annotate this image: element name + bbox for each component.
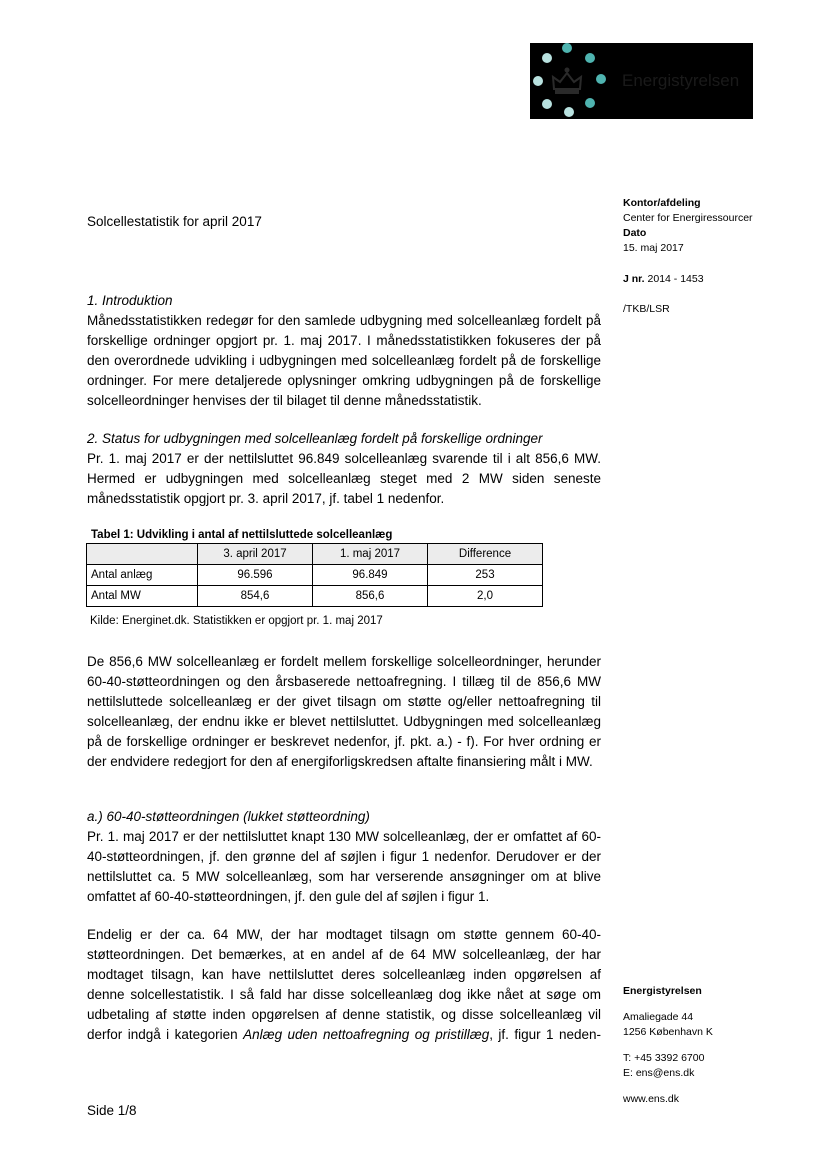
logo-dot xyxy=(596,74,606,84)
table-cell: 96.596 xyxy=(198,565,313,586)
kontor-value: Center for Energiressourcer xyxy=(623,212,753,224)
table-cell: 96.849 xyxy=(313,565,428,586)
table-header-cell xyxy=(87,544,198,565)
dato-label: Dato xyxy=(623,227,647,239)
journal-number xyxy=(623,272,704,287)
logo-dot xyxy=(542,99,552,109)
section-paragraph xyxy=(87,925,601,1045)
address-line1: Amaliegade 44 xyxy=(623,1011,694,1023)
phone: T: +45 3392 6700 xyxy=(623,1052,705,1064)
section-paragraph: Pr. 1. maj 2017 er der nettilsluttet 96.849 solcelleanlæg svarende til i alt 856,6 MW. Hermed er udbygningen med solcelleanlæg steget med 2 MW siden seneste månedsstatistik opgjort pr. 3. april 2017, jf. tabel 1 nedenfor. xyxy=(87,451,601,506)
section-heading: 2. Status for udbygningen med solcelleanlæg fordelt på forskellige ordninger xyxy=(87,431,543,446)
page-number: Side 1/8 xyxy=(87,1103,137,1118)
table-cell: 856,6 xyxy=(313,586,428,607)
table-cell: 2,0 xyxy=(428,586,543,607)
table-cell: 854,6 xyxy=(198,586,313,607)
dato-value: 15. maj 2017 xyxy=(623,242,684,254)
document-title: Solcellestatistik for april 2017 xyxy=(87,214,262,229)
section-paragraph: De 856,6 MW solcelleanlæg er fordelt mellem forskellige solcelleordninger, herunder 60-40-støtteordningen og den årsbaserede nettoafregning. I tillæg til de 856,6 MW nettilsluttede solcelleanlæg er der givet tilsagn om støtte og/eller nettoafregning til solcelleanlæg, der endnu ikke er blevet nettilsluttet. Udbygningen med solcelleanlæg på de forskellige ordninger er beskrevet nedenfor, jf. pkt. a.) - f). For hver ordning er der endvidere redegjort for den af energiforligskredsen aftalte finansiering målt i MW. xyxy=(87,654,601,769)
energistyrelsen-logo xyxy=(530,43,753,119)
jnr-value: 2014 - 1453 xyxy=(647,273,704,285)
table-1 xyxy=(86,543,543,607)
section-heading: 1. Introduktion xyxy=(87,293,173,308)
table-caption: Tabel 1: Udvikling i antal af nettilsluttede solcelleanlæg xyxy=(91,529,393,541)
table-row xyxy=(87,565,543,586)
table-cell: Antal MW xyxy=(87,586,198,607)
section-60-40-continued xyxy=(87,925,601,1045)
table-header-cell: Difference xyxy=(428,544,543,565)
sidebar-address xyxy=(623,984,713,1107)
section-paragraph: Pr. 1. maj 2017 er der nettilsluttet knapt 130 MW solcelleanlæg, der er omfattet af 60-40-støtteordningen, jf. den grønne del af søjlen i figur 1 nedenfor. Derudover er der nettilsluttet ca. 5 MW solcelleanlæg, som har verserende ansøgninger om at blive omfattet af 60-40-støtteordningen, jf. den gule del af søjlen i figur 1. xyxy=(87,829,601,904)
paragraph-text-end: , jf. figur 1 neden- xyxy=(489,1027,602,1042)
table-header-row xyxy=(87,544,543,565)
logo-text: Energistyrelsen xyxy=(622,71,740,90)
table-row xyxy=(87,586,543,607)
kontor-label: Kontor/afdeling xyxy=(623,197,701,209)
paragraph-text: Endelig er der ca. 64 MW, der har modtaget tilsagn om støtte gennem 60-40-støtteordningen. Det bemærkes, at en andel af de 64 MW solcelleanlæg, der har modtaget tilsagn, kan have nettilsluttet deres solcelleanlæg inden opgørelsen af denne solcellestatistik. I så fald har disse solcelleanlæg dog ikke nået at søge om udbetaling af støtte inden opgørelsen af denne statistik, og disse solcelleanlæg vil derfor indgå i kategorien xyxy=(87,927,601,1042)
logo-dot xyxy=(533,76,543,86)
logo-dot xyxy=(585,98,595,108)
section-status xyxy=(87,429,601,509)
address-line2: 1256 København K xyxy=(623,1026,713,1038)
website: www.ens.dk xyxy=(623,1093,680,1105)
logo-dot xyxy=(562,43,572,53)
jnr-label: J nr. xyxy=(623,273,645,285)
email: E: ens@ens.dk xyxy=(623,1067,695,1079)
org-name: Energistyrelsen xyxy=(623,985,702,997)
table-source: Kilde: Energinet.dk. Statistikken er opgjort pr. 1. maj 2017 xyxy=(90,615,383,627)
logo-dot xyxy=(564,107,574,117)
sidebar-meta xyxy=(623,196,753,256)
logo-dot xyxy=(585,53,595,63)
section-distribution xyxy=(87,652,601,772)
logo-dot xyxy=(542,53,552,63)
table-header-cell: 3. april 2017 xyxy=(198,544,313,565)
table-cell: Antal anlæg xyxy=(87,565,198,586)
category-name: Anlæg uden nettoafregning og pristillæg xyxy=(243,1027,490,1042)
crown-icon xyxy=(550,65,584,97)
section-introduktion xyxy=(87,291,601,411)
section-paragraph: Månedsstatistikken redegør for den samlede udbygning med solcelleanlæg fordelt på forskellige ordninger opgjort pr. 1. maj 2017. I månedsstatistikken fokuseres der på den overordnede udvikling i udbygningen med solcelleanlæg fordelt på de forskellige ordninger. For mere detaljerede oplysninger omkring udbygningen på de forskellige solcelleordninger henvises der til bilaget til denne månedsstatistik. xyxy=(87,313,601,408)
table-header-cell: 1. maj 2017 xyxy=(313,544,428,565)
initials: /TKB/LSR xyxy=(623,303,670,315)
section-60-40 xyxy=(87,807,601,907)
section-heading: a.) 60-40-støtteordningen (lukket støtteordning) xyxy=(87,809,370,824)
table-cell: 253 xyxy=(428,565,543,586)
